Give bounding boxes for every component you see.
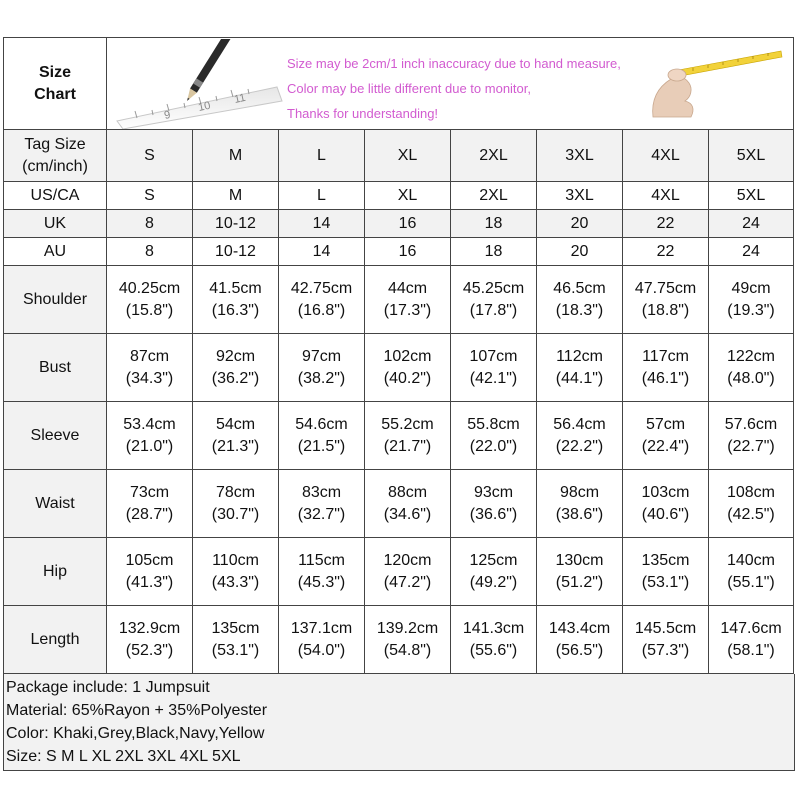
measurement-cell	[709, 470, 794, 538]
measurement-cell	[537, 402, 623, 470]
au-row	[4, 238, 794, 266]
measurement-cell	[623, 266, 709, 334]
size-line: Size: S M L XL 2XL 3XL 4XL 5XL	[6, 748, 241, 765]
measurement-inch: (32.7")	[297, 505, 346, 523]
measurement-cm: 112cm	[556, 347, 603, 365]
measurement-cm: 147.6cm	[720, 619, 782, 637]
measurement-cell	[365, 266, 451, 334]
measurement-cell	[451, 334, 537, 402]
measurement-cm: 83cm	[301, 483, 342, 501]
measurement-cm: 135cm	[641, 551, 690, 569]
measurement-cm: 40.25cm	[118, 279, 181, 297]
title-line-1: Size	[38, 63, 71, 81]
measurement-inch: (30.7")	[211, 505, 260, 523]
measurement-cell	[537, 266, 623, 334]
measurement-cell	[451, 470, 537, 538]
measurement-cm: 117cm	[642, 347, 689, 365]
measurement-cm: 108cm	[726, 483, 776, 501]
measurement-inch: (22.4")	[641, 437, 690, 455]
measurement-row-sleeve	[4, 402, 794, 470]
measurement-inch: (28.7")	[125, 505, 174, 523]
measurement-cm: 49cm	[731, 279, 771, 297]
note-color: Color may be little different due to monitor,	[287, 80, 531, 96]
measurement-inch: (40.6")	[641, 505, 690, 523]
measurement-cell	[623, 402, 709, 470]
measurement-cm: 57cm	[645, 415, 686, 433]
measurement-label: Bust	[4, 334, 107, 402]
hand-tape-illustration	[633, 49, 783, 119]
measurement-cell	[279, 538, 365, 606]
measurement-cm: 141.3cm	[462, 619, 525, 637]
us-ca-cell: XL	[365, 182, 451, 210]
us-ca-cell: M	[193, 182, 279, 210]
measurement-cm: 105cm	[125, 551, 174, 569]
measurement-label: Hip	[4, 538, 107, 606]
measurement-cell	[107, 470, 193, 538]
measurement-cm: 135cm	[211, 619, 260, 637]
measurement-inch: (34.3")	[125, 369, 174, 387]
measurement-inch: (57.3")	[641, 641, 690, 659]
uk-label: UK	[4, 210, 107, 238]
note-thanks: Thanks for understanding!	[287, 105, 439, 121]
measurement-inch: (17.3")	[383, 301, 432, 319]
note-banner	[107, 38, 794, 130]
measurement-cm: 107cm	[469, 347, 518, 365]
au-cell: 18	[451, 238, 537, 266]
us-ca-row	[4, 182, 794, 210]
header-row	[4, 38, 794, 130]
measurement-row-waist	[4, 470, 794, 538]
measurement-inch: (56.5")	[555, 641, 604, 659]
measurement-inch: (22.2")	[555, 437, 604, 455]
measurement-cm: 103cm	[641, 483, 690, 501]
measurement-cm: 140cm	[726, 551, 776, 569]
measurement-inch: (45.3")	[297, 573, 346, 591]
size-table	[3, 37, 794, 674]
ruler-pencil-illustration	[107, 39, 287, 129]
measurement-inch: (34.6")	[383, 505, 432, 523]
measurement-cell	[365, 402, 451, 470]
size-chart	[3, 37, 793, 771]
measurement-inch: (44.1")	[555, 369, 604, 387]
title-line-2: Chart	[34, 85, 76, 103]
measurement-inch: (22.7")	[727, 437, 775, 455]
measurement-cm: 98cm	[559, 483, 600, 501]
measurement-row-bust	[4, 334, 794, 402]
us-ca-cell: 3XL	[537, 182, 623, 210]
measurement-inch: (42.1")	[469, 369, 518, 387]
uk-cell: 16	[365, 210, 451, 238]
measurement-inch: (21.7")	[383, 437, 432, 455]
measurement-cm: 57.6cm	[724, 415, 778, 433]
uk-cell: 10-12	[193, 210, 279, 238]
measurement-cm: 56.4cm	[553, 415, 606, 433]
measurement-cell	[537, 538, 623, 606]
measurement-inch: (40.2")	[383, 369, 432, 387]
measurement-inch: (49.2")	[469, 573, 518, 591]
measurement-inch: (47.2")	[383, 573, 432, 591]
measurement-rows	[4, 266, 794, 674]
measurement-label: Sleeve	[4, 402, 107, 470]
measurement-cm: 54cm	[215, 415, 256, 433]
uk-cell: 24	[709, 210, 794, 238]
measurement-cell	[365, 538, 451, 606]
measurement-cm: 143.4cm	[548, 619, 611, 637]
measurement-label: Length	[4, 606, 107, 674]
measurement-cell	[537, 606, 623, 674]
measurement-cm: 87cm	[129, 347, 170, 365]
us-ca-cell: 2XL	[451, 182, 537, 210]
material-line: Material: 65%Rayon + 35%Polyester	[6, 702, 268, 719]
measurement-cell	[193, 402, 279, 470]
product-details	[3, 674, 795, 771]
measurement-cm: 46.5cm	[553, 279, 606, 297]
au-cell: 24	[709, 238, 794, 266]
tag-size-cell: 5XL	[709, 130, 794, 182]
measurement-cell	[107, 402, 193, 470]
measurement-cell	[279, 402, 365, 470]
au-label: AU	[4, 238, 107, 266]
measurement-cell	[193, 334, 279, 402]
measurement-cm: 53.4cm	[123, 415, 176, 433]
measurement-cm: 145.5cm	[634, 619, 697, 637]
measurement-cell	[709, 402, 794, 470]
tag-size-cell: M	[193, 130, 279, 182]
measurement-cell	[709, 334, 794, 402]
measurement-inch: (16.8")	[297, 301, 346, 319]
measurement-cm: 88cm	[387, 483, 428, 501]
measurement-cell	[193, 538, 279, 606]
measurement-inch: (46.1")	[641, 369, 690, 387]
measurement-inch: (54.8")	[383, 641, 432, 659]
measurement-cell	[709, 266, 794, 334]
measurement-inch: (36.2")	[211, 369, 260, 387]
measurement-inch: (15.8")	[125, 301, 174, 319]
measurement-cell	[193, 606, 279, 674]
tag-size-cell: XL	[365, 130, 451, 182]
tag-size-cell: 4XL	[623, 130, 709, 182]
measurement-cm: 92cm	[215, 347, 256, 365]
measurement-inch: (22.0")	[469, 437, 518, 455]
color-line: Color: Khaki,Grey,Black,Navy,Yellow	[6, 725, 265, 742]
measurement-cell	[279, 334, 365, 402]
us-ca-cell: L	[279, 182, 365, 210]
measurement-inch: (21.0")	[125, 437, 174, 455]
measurement-inch: (17.8")	[469, 301, 518, 319]
measurement-cell	[623, 606, 709, 674]
measurement-cell	[451, 402, 537, 470]
measurement-cm: 122cm	[726, 347, 776, 365]
measurement-inch: (19.3")	[727, 301, 775, 319]
uk-cell: 14	[279, 210, 365, 238]
measurement-row-shoulder	[4, 266, 794, 334]
measurement-inch: (41.3")	[125, 573, 174, 591]
measurement-cm: 120cm	[383, 551, 432, 569]
measurement-cm: 115cm	[298, 551, 345, 569]
tag-size-cell: S	[107, 130, 193, 182]
measurement-inch: (16.3")	[211, 301, 260, 319]
au-cell: 20	[537, 238, 623, 266]
tag-size-cell: L	[279, 130, 365, 182]
us-ca-cell: 4XL	[623, 182, 709, 210]
uk-cell: 22	[623, 210, 709, 238]
measurement-cm: 125cm	[469, 551, 518, 569]
measurement-inch: (52.3")	[125, 641, 174, 659]
measurement-cell	[107, 266, 193, 334]
note-measure: Size may be 2cm/1 inch inaccuracy due to hand measure,	[287, 55, 621, 71]
measurement-cm: 55.2cm	[381, 415, 434, 433]
measurement-cell	[107, 538, 193, 606]
uk-cell: 18	[451, 210, 537, 238]
package-line: Package include: 1 Jumpsuit	[6, 679, 210, 696]
tag-size-cell: 2XL	[451, 130, 537, 182]
uk-cell: 8	[107, 210, 193, 238]
tag-size-label-line-2: (cm/inch)	[22, 157, 88, 175]
measurement-cell	[107, 334, 193, 402]
au-cell: 16	[365, 238, 451, 266]
measurement-cm: 137.1cm	[290, 619, 353, 637]
measurement-cm: 110cm	[212, 551, 259, 569]
measurement-inch: (18.3")	[555, 301, 604, 319]
tag-size-row	[4, 130, 794, 182]
measurement-cell	[365, 606, 451, 674]
au-cell: 14	[279, 238, 365, 266]
measurement-inch: (18.8")	[641, 301, 690, 319]
measurement-inch: (53.1")	[641, 573, 690, 591]
au-cell: 22	[623, 238, 709, 266]
measurement-cell	[279, 606, 365, 674]
measurement-cell	[365, 334, 451, 402]
measurement-inch: (58.1")	[727, 641, 775, 659]
measurement-label: Waist	[4, 470, 107, 538]
measurement-cell	[623, 334, 709, 402]
measurement-cm: 132.9cm	[118, 619, 181, 637]
au-cell: 10-12	[193, 238, 279, 266]
measurement-inch: (43.3")	[211, 573, 260, 591]
measurement-inch: (55.6")	[469, 641, 518, 659]
measurement-cm: 102cm	[383, 347, 432, 365]
measurement-row-length	[4, 606, 794, 674]
measurement-cell	[709, 606, 794, 674]
measurement-cm: 78cm	[215, 483, 256, 501]
measurement-cm: 97cm	[301, 347, 342, 365]
measurement-cm: 41.5cm	[209, 279, 262, 297]
measurement-cell	[709, 538, 794, 606]
measurement-cell	[365, 470, 451, 538]
uk-cell: 20	[537, 210, 623, 238]
us-ca-cell: 5XL	[709, 182, 794, 210]
measurement-cell	[107, 606, 193, 674]
measurement-cell	[451, 606, 537, 674]
ruler-number-9: 9	[163, 108, 172, 122]
measurement-cm: 139.2cm	[376, 619, 439, 637]
measurement-cell	[451, 538, 537, 606]
ruler-number-11: 11	[233, 91, 247, 106]
measurement-label: Shoulder	[4, 266, 107, 334]
measurement-cell	[623, 538, 709, 606]
measurement-inch: (48.0")	[727, 369, 775, 387]
measurement-cm: 73cm	[129, 483, 170, 501]
us-ca-label: US/CA	[4, 182, 107, 210]
measurement-cell	[193, 470, 279, 538]
measurement-inch: (51.2")	[555, 573, 604, 591]
measurement-inch: (36.6")	[469, 505, 518, 523]
disclaimer-notes	[287, 51, 621, 126]
measurement-cell	[193, 266, 279, 334]
measurement-cm: 45.25cm	[462, 279, 525, 297]
measurement-inch: (38.2")	[297, 369, 346, 387]
measurement-cell	[537, 334, 623, 402]
measurement-inch: (42.5")	[727, 505, 775, 523]
measurement-cm: 47.75cm	[634, 279, 697, 297]
measurement-inch: (21.5")	[297, 437, 346, 455]
measurement-inch: (21.3")	[211, 437, 260, 455]
measurement-row-hip	[4, 538, 794, 606]
measurement-cm: 130cm	[555, 551, 604, 569]
measurement-cell	[279, 470, 365, 538]
uk-row	[4, 210, 794, 238]
measurement-inch: (54.0")	[297, 641, 346, 659]
measurement-cm: 55.8cm	[467, 415, 520, 433]
tag-size-cell: 3XL	[537, 130, 623, 182]
measurement-cell	[537, 470, 623, 538]
measurement-cell	[623, 470, 709, 538]
measurement-cm: 44cm	[387, 279, 428, 297]
measurement-inch: (55.1")	[727, 573, 775, 591]
measurement-inch: (38.6")	[555, 505, 604, 523]
tag-size-label-line-1: Tag Size	[24, 135, 86, 153]
measurement-cell	[451, 266, 537, 334]
tag-size-label	[4, 130, 107, 182]
ruler-number-10: 10	[197, 99, 212, 114]
au-cell: 8	[107, 238, 193, 266]
measurement-cm: 42.75cm	[290, 279, 353, 297]
chart-title	[4, 38, 107, 130]
us-ca-cell: S	[107, 182, 193, 210]
measurement-inch: (53.1")	[211, 641, 260, 659]
measurement-cm: 54.6cm	[295, 415, 348, 433]
measurement-cm: 93cm	[473, 483, 514, 501]
measurement-cell	[279, 266, 365, 334]
